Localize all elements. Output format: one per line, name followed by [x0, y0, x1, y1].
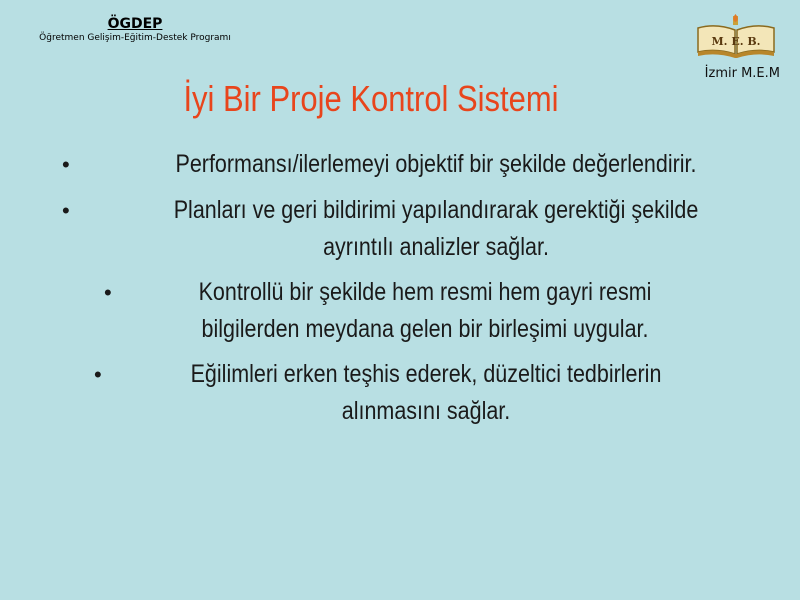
bullet-dot: • — [62, 152, 70, 177]
bullet-dot: • — [94, 362, 102, 387]
bullet-text-line: Eğilimleri erken teşhis ederek, düzeltici tedbirlerin — [190, 360, 662, 388]
bullet-text-line: bilgilerden meydana gelen bir birleşimi uygular. — [201, 315, 649, 343]
bullet-item — [120, 356, 732, 430]
bullet-text-line: Planları ve geri bildirimi yapılandırarak gerektiği şekilde — [173, 196, 699, 224]
bullet-item — [130, 274, 720, 348]
slide-title: İyi Bir Proje Kontrol Sistemi — [183, 78, 559, 119]
program-abbreviation: ÖGDEP — [107, 16, 163, 32]
bullet-text-line: Performansı/ilerlemeyi objektif bir şekilde değerlendirir. — [175, 150, 697, 178]
bullet-text-line: ayrıntılı analizler sağlar. — [323, 233, 549, 261]
bullet-item — [96, 192, 776, 266]
bullet-dot: • — [62, 198, 70, 223]
bullet-item — [96, 146, 776, 183]
provincial-directorate-label: İzmir M.E.M — [704, 66, 780, 81]
bullet-text-line: alınmasını sağlar. — [341, 397, 511, 425]
program-full-name: Öğretmen Gelişim-Eğitim-Destek Programı — [39, 33, 231, 43]
bullet-text-line: Kontrollü bir şekilde hem resmi hem gayri resmi — [198, 278, 652, 306]
bullet-dot: • — [104, 280, 112, 305]
svg-text:M. E. B.: M. E. B. — [711, 35, 761, 48]
